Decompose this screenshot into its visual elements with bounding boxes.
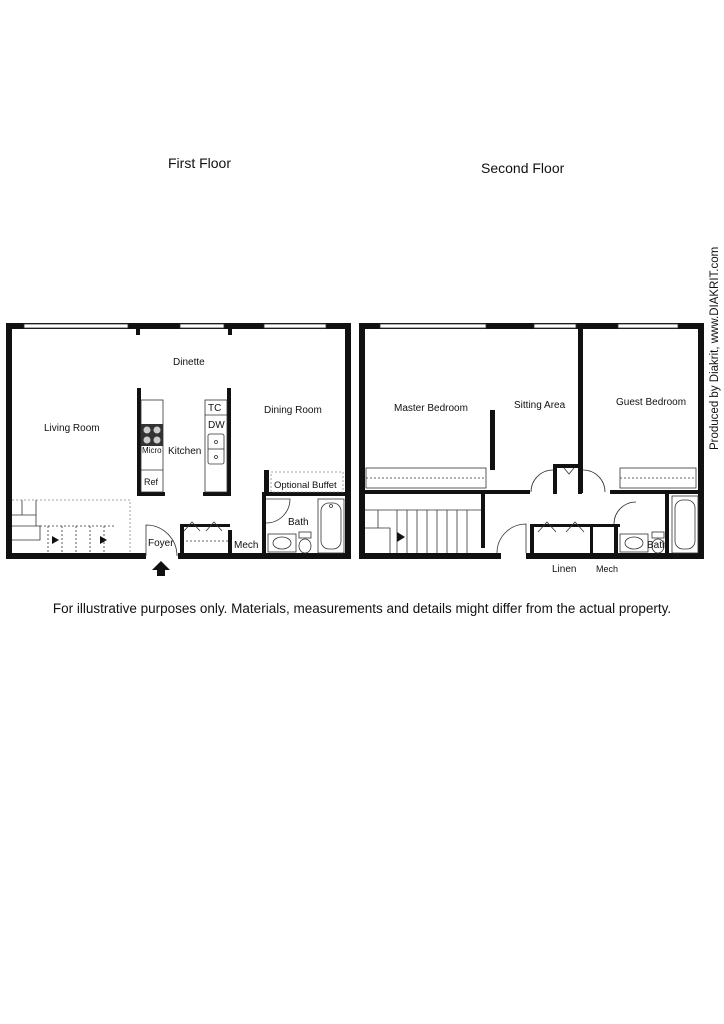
stair-arrow-icon [397,532,405,542]
second-floor-stairs [365,510,481,553]
micro-label: Micro [142,446,162,455]
second-floor-interior-walls [365,323,698,556]
stair-arrows [52,536,107,544]
first-mech-label: Mech [234,540,259,551]
dining-room-label: Dining Room [264,405,322,416]
tc-label: TC [208,403,222,414]
first-bath-label: Bath [288,517,309,528]
entry-arrow-icon [152,561,170,576]
second-bath-label: Bath [647,540,668,551]
second-mech-label: Mech [596,564,619,574]
kitchen-label: Kitchen [168,446,202,457]
disclaimer-text: For illustrative purposes only. Materials, measurements and details might differ from the actual property. [52,601,672,616]
second-floor-title: Second Floor [481,160,565,176]
linen-label: Linen [552,564,577,575]
first-floor-stairs [12,500,130,553]
toilet-icon [299,532,311,553]
wall-stub [136,323,140,335]
second-bathtub-icon [672,496,698,553]
second-floor-outer-walls [359,323,704,559]
producer-credit: Produced by Diakrit, www.DIAKRIT.com [709,246,721,450]
ref-label: Ref [144,477,159,487]
living-room-label: Living Room [44,423,100,434]
first-floor-labels [44,357,337,551]
bath-sink-icon [268,534,296,552]
bath-door-swing [266,499,290,523]
second-floor-plan [359,323,704,559]
second-floor-labels [394,397,686,575]
guest-bedroom-label: Guest Bedroom [616,397,687,408]
wall-stub [228,323,232,335]
dinette-label: Dinette [173,357,205,368]
foyer-label: Foyer [148,538,174,549]
sitting-area-label: Sitting Area [514,400,566,411]
kitchen-sink-icon [208,434,224,464]
dw-label: DW [208,420,225,431]
cooktop-icon [141,424,163,446]
bathtub-icon [318,499,344,553]
optional-buffet-label: Optional Buffet [274,480,337,491]
first-floor-title: First Floor [168,155,231,171]
master-bedroom-label: Master Bedroom [394,403,468,414]
bedroom-closets [366,468,696,488]
second-bath-sink-icon [620,534,648,552]
